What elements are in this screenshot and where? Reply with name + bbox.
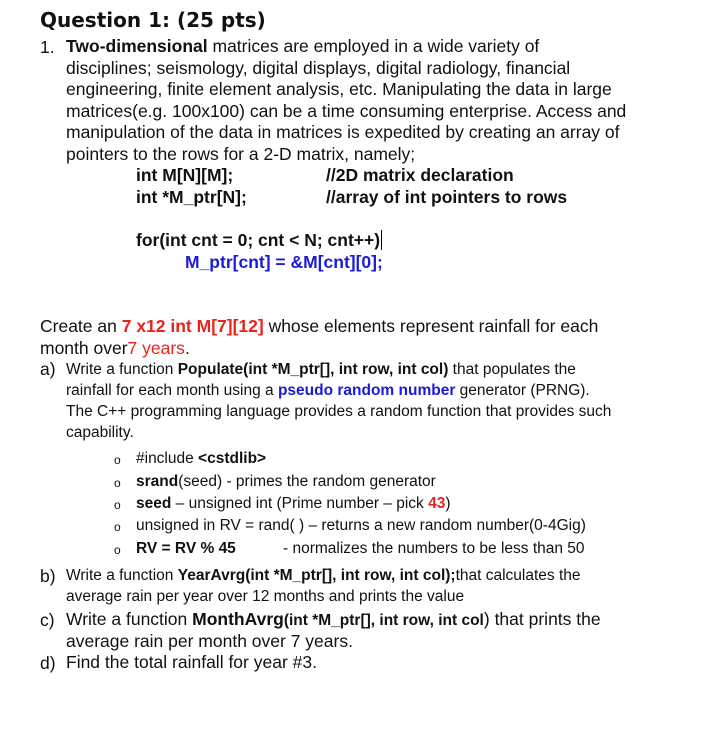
part-c-line2: average rain per month over 7 years. [66, 631, 353, 651]
bullet-include-text: #include [136, 450, 199, 467]
bullet-marker: o [114, 453, 121, 467]
part-a-line2-post: generator (PRNG). [455, 382, 590, 399]
part-a-pre: Write a function [66, 361, 178, 378]
part-a-func: Populate(int *M_ptr[], int row, int col) [177, 361, 449, 378]
bullet-rand: unsigned in RV = rand( ) – returns a new random number(0-4Gig) [136, 517, 586, 534]
bullet-marker: o [114, 520, 121, 534]
bullet-include-header: <cstdlib> [198, 450, 267, 467]
code-comment-pointers: //array of int pointers to rows [326, 187, 568, 207]
bullet-seed-text: – unsigned int (Prime number – pick [171, 495, 429, 512]
part-a-line3: The C++ programming language provides a random function that provides such [66, 403, 612, 420]
part-b-pre: Write a function [66, 567, 178, 584]
create-dims: 7 x12 int M[7][12] [121, 316, 264, 336]
bullet-include [136, 450, 266, 468]
part-b-text [66, 565, 686, 607]
bullet-seed-number: 43 [428, 495, 446, 512]
create-line2-post: . [184, 337, 190, 358]
part-c-label: c) [40, 610, 55, 630]
part-a-label: a) [40, 359, 56, 379]
intro-line-2: disciplines; seismology, digital displays, digital radiology, financial [66, 57, 571, 78]
create-pre: Create an [40, 316, 122, 336]
create-post: whose elements represent rainfall for each [263, 316, 599, 336]
bullet-seed-label: seed [136, 495, 172, 512]
part-b-label: b) [40, 566, 56, 586]
intro-line-1: matrices are employed in a wide variety of [207, 36, 540, 56]
part-b-post: that calculates the [455, 567, 581, 584]
intro-line-3: engineering, finite element analysis, etc. Manipulating the data in large [66, 79, 612, 99]
intro-line-5: manipulation of the data in matrices is expedited by creating an array of [66, 122, 620, 142]
create-line2-pre: month over [40, 337, 128, 358]
intro-lead: Two-dimensional [66, 36, 208, 56]
part-c-func-name: MonthAvrg [192, 609, 284, 629]
code-comment-matrix: //2D matrix declaration [326, 165, 514, 185]
code-decl-matrix: int M[N][M]; [136, 165, 234, 185]
bullet-srand [136, 473, 436, 491]
bullet-srand-func: srand [136, 473, 179, 490]
code-for-loop-text: for(int cnt = 0; cnt < N; cnt++) [136, 230, 381, 250]
bullet-modulo-expr: RV = RV % 45 [136, 540, 236, 557]
part-a-text [66, 359, 686, 443]
part-c-post: ) that prints the [483, 609, 601, 629]
part-a-line2-pre: rainfall for each month using a [66, 382, 278, 399]
intro-line-6: pointers to the rows for a 2-D matrix, namely; [66, 143, 416, 164]
bullet-marker: o [114, 498, 121, 512]
part-b-line2: average rain per year over 12 months and prints the value [66, 588, 465, 605]
bullet-marker: o [114, 543, 121, 557]
create-years: 7 years [127, 337, 185, 358]
question-title: Question 1: (25 pts) [40, 8, 266, 32]
intro-number: 1. [40, 37, 55, 57]
part-a-post: that populates the [448, 361, 576, 378]
intro-paragraph [66, 36, 676, 165]
part-c-pre: Write a function [66, 609, 193, 629]
part-d-text: Find the total rainfall for year #3. [66, 652, 317, 672]
part-d-label: d) [40, 653, 56, 673]
bullet-seed [136, 495, 451, 513]
part-c-func-args: (int *M_ptr[], int row, int col [283, 612, 484, 629]
bullet-seed-end: ) [445, 495, 451, 512]
code-for-loop [136, 230, 382, 251]
bullet-marker: o [114, 476, 121, 490]
part-c-text [66, 609, 686, 653]
bullet-modulo [136, 540, 236, 558]
part-a-line4: capability. [66, 424, 134, 441]
create-paragraph [40, 316, 680, 359]
code-loop-body: M_ptr[cnt] = &M[cnt][0]; [185, 252, 383, 272]
part-b-func: YearAvrg(int *M_ptr[], int row, int col); [177, 567, 456, 584]
text-cursor [381, 230, 382, 250]
intro-line-4: matrices(e.g. 100x100) can be a time consuming enterprise. Access and [66, 100, 627, 121]
bullet-srand-text: (seed) - primes the random generator [178, 473, 436, 490]
part-a-prng: pseudo random number [277, 382, 456, 399]
bullet-modulo-desc: - normalizes the numbers to be less than 50 [283, 540, 585, 557]
code-decl-pointers: int *M_ptr[N]; [136, 187, 247, 207]
